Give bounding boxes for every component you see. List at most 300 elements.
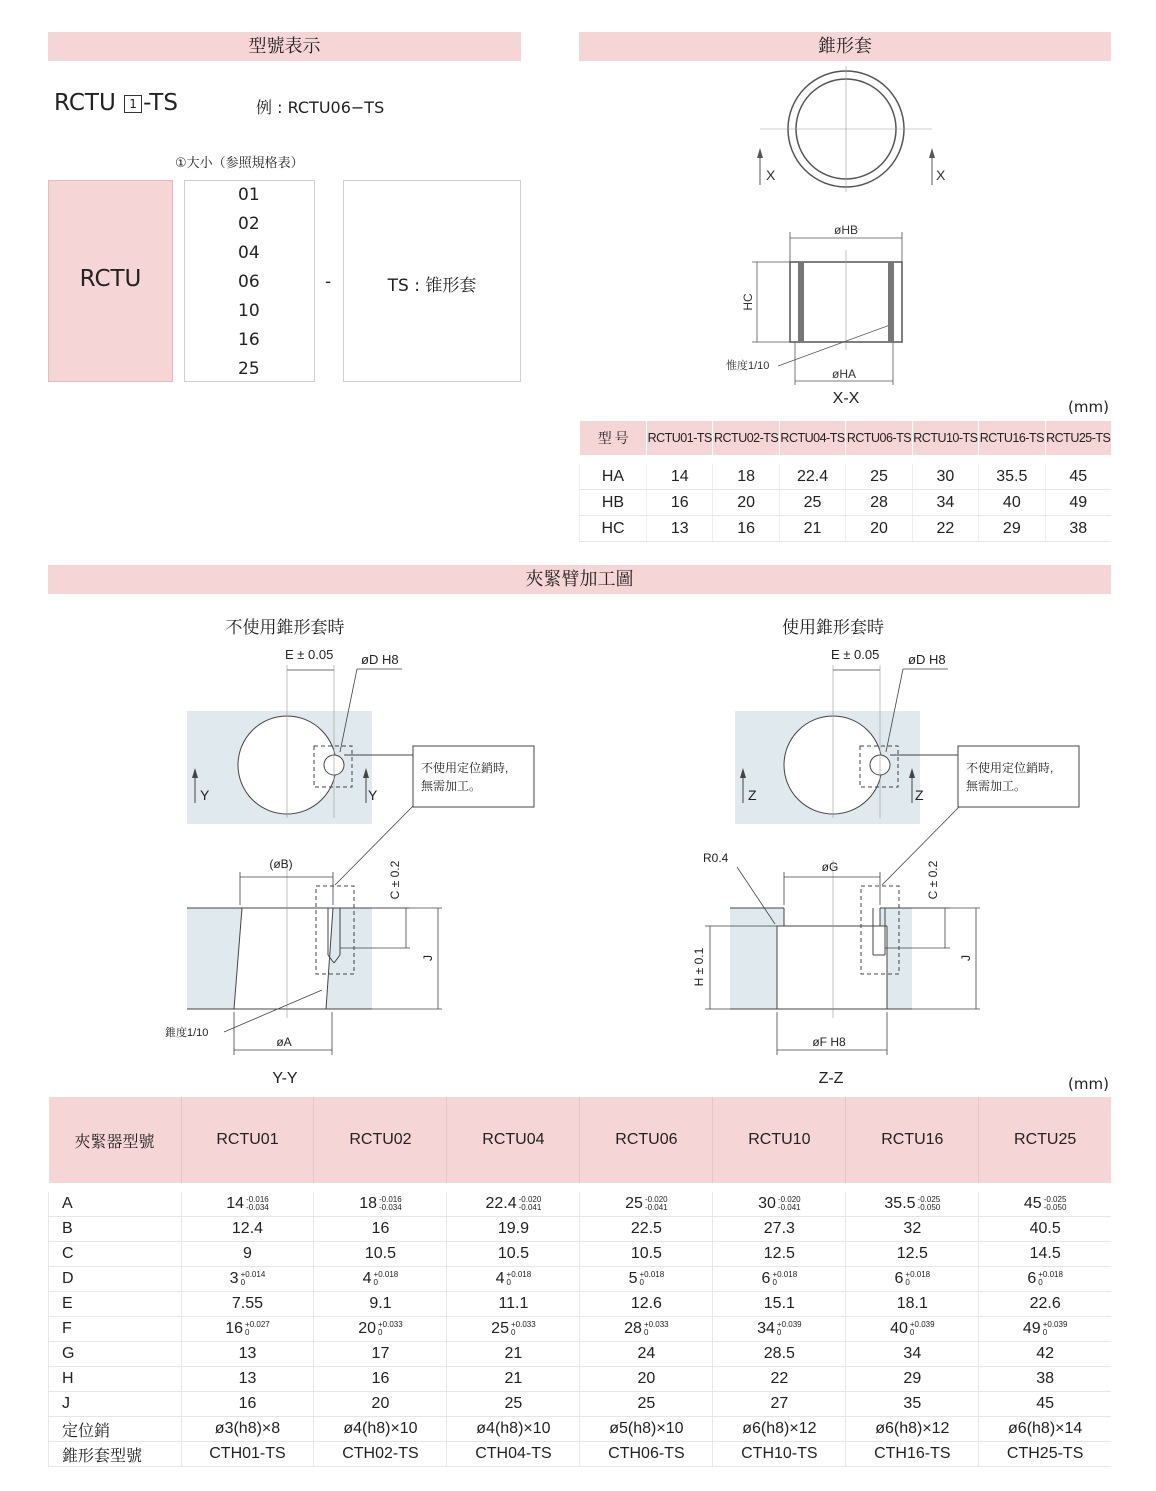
tolerance-lower: 0 [643, 1327, 649, 1337]
clamp-col: RCTU16 [846, 1097, 979, 1183]
taper-drawing [700, 60, 1000, 410]
tolerance [1044, 1196, 1067, 1212]
tolerance-upper: +0.014 [240, 1269, 266, 1279]
cell-value: 12.4 [231, 1220, 264, 1237]
table-row [49, 1442, 1112, 1467]
oa-label: øA [276, 1035, 292, 1049]
clamp-col: RCTU25 [979, 1097, 1111, 1183]
clamp-col: RCTU06 [580, 1097, 713, 1183]
cell-value: 18 [359, 1195, 377, 1212]
cell: 20 [846, 516, 912, 542]
cell-value: ø3(h8)×8 [214, 1420, 281, 1437]
table-row [49, 1217, 1112, 1242]
c-left-label: C ± 0.2 [388, 860, 402, 900]
left-drawing-title: 不使用錐形套時 [225, 618, 345, 637]
model-code [54, 90, 178, 116]
h-label: H ± 0.1 [692, 947, 706, 987]
tolerance [778, 1196, 801, 1212]
cell-value: 16 [371, 1220, 390, 1237]
taper-label-header: 型 号 [580, 421, 647, 455]
cell [846, 1392, 979, 1417]
cell: 49 [1045, 490, 1111, 516]
tolerance [241, 1271, 266, 1287]
cell [846, 1267, 979, 1292]
tolerance-lower: 0 [378, 1327, 383, 1337]
cell-value: 10.5 [630, 1245, 662, 1262]
row-label: HC [580, 516, 647, 542]
cell [846, 1442, 979, 1467]
cell [181, 1242, 314, 1267]
tolerance [644, 1321, 669, 1337]
tolerance-upper: -0.025 [1043, 1194, 1067, 1204]
tolerance [918, 1196, 941, 1212]
tolerance-upper: +0.018 [1038, 1269, 1063, 1279]
cell-value: ø5(h8)×10 [609, 1420, 684, 1437]
hb-label: øHB [834, 223, 858, 237]
table-row [580, 516, 1112, 542]
cell: 25 [846, 464, 912, 490]
cell [447, 1242, 580, 1267]
taper-header: 錐形套 [579, 32, 1111, 61]
cell-value: 10.5 [497, 1245, 529, 1262]
cell-value: ø6(h8)×12 [875, 1420, 950, 1437]
tolerance-lower: 0 [905, 1277, 910, 1287]
table-row [580, 464, 1112, 490]
cell [181, 1317, 314, 1342]
od-right: øD H8 [908, 652, 946, 667]
cell-value: 45 [1036, 1395, 1055, 1412]
cell-value: 27 [770, 1395, 789, 1412]
tolerance-upper: +0.039 [1042, 1319, 1068, 1329]
cell [979, 1442, 1111, 1467]
size-note: ①大小（参照規格表） [175, 156, 304, 171]
tolerance-lower: -0.050 [917, 1202, 941, 1212]
unit-label: (mm) [1068, 398, 1109, 416]
tolerance-lower: -0.041 [518, 1202, 542, 1212]
clamp-col: RCTU01 [181, 1097, 314, 1183]
dash: - [325, 272, 332, 292]
clamp-drawing [150, 600, 1100, 1100]
of-label: øF H8 [812, 1035, 846, 1049]
cell-value: 22.6 [1029, 1295, 1061, 1312]
cell-value: 16 [225, 1320, 244, 1337]
table-row [49, 1392, 1112, 1417]
cell: 29 [979, 516, 1045, 542]
taper-col: RCTU25-TS [1045, 421, 1111, 455]
table-row [49, 1267, 1112, 1292]
model-code-prefix: RCTU [54, 90, 116, 116]
ts-label: TS : 锥形套 [387, 276, 477, 296]
cell-value: 9.1 [369, 1295, 392, 1312]
tolerance [772, 1271, 797, 1287]
cell [447, 1192, 580, 1217]
table-row [49, 1192, 1112, 1217]
cell [314, 1267, 447, 1292]
row-label: E [49, 1292, 182, 1317]
tolerance-upper: +0.033 [378, 1319, 403, 1329]
cell-value: 32 [903, 1220, 922, 1237]
cell-value: 22.5 [630, 1220, 662, 1237]
tolerance [905, 1271, 930, 1287]
tolerance-upper: -0.020 [777, 1194, 801, 1204]
row-label: 定位銷 [49, 1417, 182, 1442]
cell-value: 34 [757, 1320, 775, 1337]
cell [580, 1292, 713, 1317]
tolerance-lower: 0 [639, 1277, 644, 1287]
row-label: A [49, 1192, 182, 1217]
cell [846, 1217, 979, 1242]
x-right-label: X [936, 167, 946, 183]
cell-value: CTH16-TS [874, 1445, 951, 1462]
hc-label: HC [741, 293, 755, 311]
taper-col: RCTU16-TS [979, 421, 1045, 455]
cell: 34 [912, 490, 978, 516]
taper-col: RCTU02-TS [713, 421, 779, 455]
model-code-suffix: -TS [143, 90, 178, 116]
y-right-label: Y [368, 787, 378, 803]
og-label: øG [821, 860, 839, 874]
z-right-label: Z [915, 787, 924, 803]
tolerance-lower: 0 [245, 1327, 250, 1337]
cell: 13 [647, 516, 713, 542]
cell [181, 1367, 314, 1392]
cell-value: 14 [226, 1195, 245, 1212]
cell [580, 1442, 713, 1467]
taper-spec-table [579, 421, 1111, 542]
tolerance-upper: -0.020 [518, 1194, 542, 1204]
taper-note-left: 錐度1/10 [165, 1027, 209, 1039]
tolerance-upper: -0.025 [917, 1194, 941, 1204]
cell [314, 1217, 447, 1242]
size-item: 01 [238, 185, 260, 205]
table-row [49, 1317, 1112, 1342]
cell-value: 13 [238, 1345, 257, 1362]
tolerance [777, 1321, 802, 1337]
tolerance-upper: +0.018 [772, 1269, 798, 1279]
tolerance-upper: +0.018 [639, 1269, 665, 1279]
taper-col: RCTU01-TS [647, 421, 713, 455]
tolerance [645, 1196, 668, 1212]
cell [314, 1242, 447, 1267]
table-row [49, 1342, 1112, 1367]
cell: 20 [713, 490, 779, 516]
row-label: H [49, 1367, 182, 1392]
row-label: HA [580, 464, 647, 490]
cell [181, 1217, 314, 1242]
cell [979, 1242, 1111, 1267]
cell [181, 1417, 314, 1442]
cell [580, 1342, 713, 1367]
x-left-label: X [766, 167, 776, 183]
cell-value: 17 [371, 1345, 390, 1362]
cell [713, 1367, 846, 1392]
cell [713, 1192, 846, 1217]
taper-col: RCTU10-TS [912, 421, 978, 455]
cell [314, 1342, 447, 1367]
cell-value: 19.9 [497, 1220, 529, 1237]
tolerance [1038, 1271, 1063, 1287]
cell [846, 1242, 979, 1267]
base-label: RCTU [79, 266, 142, 292]
cell-value: CTH06-TS [608, 1445, 685, 1462]
cell-value: 6 [1027, 1270, 1037, 1287]
cell: 16 [713, 516, 779, 542]
right-drawing-title: 使用錐形套時 [782, 618, 884, 637]
cell-value: 25 [504, 1395, 523, 1412]
cell-value: 6 [761, 1270, 771, 1287]
taper-col: RCTU06-TS [846, 421, 912, 455]
size-item: 10 [238, 301, 260, 321]
cell-value: 22.4 [485, 1195, 517, 1212]
cell: 22 [912, 516, 978, 542]
tolerance-lower: -0.034 [379, 1202, 402, 1212]
cell-value: 4 [362, 1270, 372, 1287]
cell [979, 1292, 1111, 1317]
cell-value: 30 [758, 1195, 776, 1212]
r-label: R0.4 [703, 851, 729, 865]
tolerance [378, 1321, 403, 1337]
note-right-line2: 無需加工。 [966, 779, 1027, 793]
j-left-label: J [421, 955, 435, 961]
cell [979, 1392, 1111, 1417]
cell-value: 4 [495, 1270, 505, 1287]
cell-value: 5 [628, 1270, 638, 1287]
cell: 35.5 [979, 464, 1045, 490]
cell-value: 20 [358, 1320, 376, 1337]
cell-value: 13 [238, 1370, 257, 1387]
zz-section-label: Z-Z [818, 1070, 844, 1087]
row-label: F [49, 1317, 182, 1342]
row-label: J [49, 1392, 182, 1417]
cell [979, 1217, 1111, 1242]
cell [181, 1442, 314, 1467]
cell-value: ø6(h8)×12 [742, 1420, 817, 1437]
cell-value: 16 [371, 1370, 390, 1387]
cell [314, 1317, 447, 1342]
cell-value: 10.5 [364, 1245, 397, 1262]
cell [713, 1392, 846, 1417]
tolerance-lower: -0.034 [246, 1202, 269, 1212]
tolerance-upper: +0.039 [776, 1319, 802, 1329]
cell [580, 1267, 713, 1292]
tolerance-upper: +0.027 [245, 1319, 270, 1329]
cell-value: 25 [637, 1395, 656, 1412]
cell [314, 1442, 447, 1467]
tolerance [507, 1271, 532, 1287]
tolerance-upper: -0.016 [379, 1194, 402, 1204]
tolerance [379, 1196, 402, 1212]
cell [181, 1342, 314, 1367]
cell [979, 1417, 1111, 1442]
cell-value: ø4(h8)×10 [343, 1420, 418, 1437]
tolerance [639, 1271, 664, 1287]
size-item: 25 [238, 359, 260, 379]
cell-value: 34 [903, 1345, 922, 1362]
cell-value: 49 [1022, 1320, 1041, 1337]
cell [447, 1342, 580, 1367]
cell [979, 1367, 1111, 1392]
row-label: B [49, 1217, 182, 1242]
cell [713, 1342, 846, 1367]
row-label: G [49, 1342, 182, 1367]
cell-value: 14.5 [1029, 1245, 1061, 1262]
cell-value: CTH04-TS [475, 1445, 552, 1462]
z-left-label: Z [748, 787, 757, 803]
cell-value: 40 [890, 1320, 908, 1337]
taper-ratio-label: 惟度1/10 [726, 360, 770, 372]
model-header: 型號表示 [48, 32, 521, 61]
cell-value: 27.3 [763, 1220, 795, 1237]
size-item: 16 [238, 330, 260, 350]
y-left-label: Y [200, 787, 210, 803]
cell-value: 11.1 [498, 1295, 529, 1312]
cell: 25 [779, 490, 845, 516]
cell [846, 1292, 979, 1317]
clamp-label-header: 夾緊器型號 [49, 1097, 182, 1183]
cell: 16 [647, 490, 713, 516]
cell-value: 20 [371, 1395, 390, 1412]
j-right-label: J [959, 955, 973, 961]
cell [846, 1317, 979, 1342]
cell: 40 [979, 490, 1045, 516]
clamp-col: RCTU04 [447, 1097, 580, 1183]
row-label: HB [580, 490, 647, 516]
row-label: C [49, 1242, 182, 1267]
cell [846, 1192, 979, 1217]
cell-value: 12.5 [763, 1245, 795, 1262]
tolerance-lower: -0.041 [644, 1202, 668, 1212]
cell [181, 1392, 314, 1417]
clamp-col: RCTU10 [713, 1097, 846, 1183]
cell [580, 1242, 713, 1267]
cell [447, 1367, 580, 1392]
size-list [238, 181, 260, 384]
tolerance-lower: -0.041 [777, 1202, 801, 1212]
note-left-line1: 不使用定位銷時, [421, 761, 509, 775]
cell [979, 1192, 1111, 1217]
tolerance-upper: +0.018 [373, 1269, 399, 1279]
cell-value: CTH02-TS [342, 1445, 419, 1462]
tolerance-upper: -0.020 [644, 1194, 668, 1204]
cell-value: 21 [504, 1345, 523, 1362]
tolerance-upper: +0.018 [905, 1269, 931, 1279]
cell [580, 1192, 713, 1217]
cell-value: 3 [229, 1270, 239, 1287]
clamp-spec-table [48, 1097, 1111, 1467]
tolerance-lower: 0 [1042, 1327, 1048, 1337]
table-row [49, 1417, 1112, 1442]
cell [314, 1392, 447, 1417]
tolerance [910, 1321, 935, 1337]
cell [713, 1217, 846, 1242]
cell [447, 1442, 580, 1467]
cell-value: 6 [894, 1270, 904, 1287]
cell [181, 1292, 314, 1317]
cell [979, 1267, 1111, 1292]
ha-label: øHA [832, 367, 856, 381]
tolerance [511, 1321, 536, 1337]
size-item: 04 [238, 243, 260, 263]
cell-value: 35.5 [884, 1195, 916, 1212]
cell-value: 29 [903, 1370, 922, 1387]
cell-value: CTH10-TS [741, 1445, 818, 1462]
cell [846, 1342, 979, 1367]
tolerance-lower: 0 [1038, 1277, 1043, 1287]
cell-value: 25 [625, 1195, 643, 1212]
cell: 38 [1045, 516, 1111, 542]
cell [181, 1192, 314, 1217]
cell-value: 28.5 [763, 1345, 795, 1362]
cell [713, 1317, 846, 1342]
cell [580, 1392, 713, 1417]
tolerance-lower: 0 [776, 1327, 782, 1337]
clamp-col: RCTU02 [314, 1097, 447, 1183]
cell [713, 1267, 846, 1292]
cell [580, 1417, 713, 1442]
cell [713, 1242, 846, 1267]
cell: 18 [713, 464, 779, 490]
ob-label: (øB) [269, 857, 293, 871]
cell-value: 9 [243, 1245, 252, 1262]
cell [447, 1292, 580, 1317]
tolerance [1043, 1321, 1068, 1337]
cell [846, 1417, 979, 1442]
model-code-number-box: 1 [124, 95, 142, 113]
cell [181, 1267, 314, 1292]
cell-value: 7.55 [231, 1295, 264, 1312]
taper-col: RCTU04-TS [779, 421, 845, 455]
row-label: D [49, 1267, 182, 1292]
cell [580, 1367, 713, 1392]
size-item: 02 [238, 214, 260, 234]
tolerance-upper: +0.018 [506, 1269, 532, 1279]
cell-value: 24 [637, 1345, 656, 1362]
tolerance-upper: -0.016 [246, 1194, 269, 1204]
note-left-line2: 無需加工。 [421, 779, 482, 793]
cell [447, 1417, 580, 1442]
cell [979, 1317, 1111, 1342]
cell [846, 1367, 979, 1392]
table-row [580, 490, 1112, 516]
cell [580, 1217, 713, 1242]
tolerance-lower: 0 [240, 1277, 246, 1287]
tolerance-upper: +0.039 [909, 1319, 935, 1329]
cell [314, 1417, 447, 1442]
cell: 14 [647, 464, 713, 490]
cell [580, 1317, 713, 1342]
tolerance-upper: +0.033 [510, 1319, 536, 1329]
tolerance [519, 1196, 542, 1212]
table-row [49, 1242, 1112, 1267]
cell: 30 [912, 464, 978, 490]
cell-value: 35 [903, 1395, 922, 1412]
e-tol-left: E ± 0.05 [285, 647, 334, 662]
od-left: øD H8 [361, 652, 399, 667]
cell-value: 38 [1036, 1370, 1055, 1387]
xx-section-label: X-X [832, 390, 860, 407]
tolerance-lower: 0 [373, 1277, 378, 1287]
yy-section-label: Y-Y [272, 1070, 298, 1087]
table-row [49, 1367, 1112, 1392]
cell-value: 16 [238, 1395, 257, 1412]
tolerance-upper: +0.033 [643, 1319, 669, 1329]
cell-value: ø6(h8)×14 [1008, 1420, 1083, 1437]
cell-value: 28 [624, 1320, 642, 1337]
cell [447, 1217, 580, 1242]
cell-value: CTH01-TS [209, 1445, 286, 1462]
cell-value: 45 [1023, 1195, 1042, 1212]
cell: 21 [779, 516, 845, 542]
